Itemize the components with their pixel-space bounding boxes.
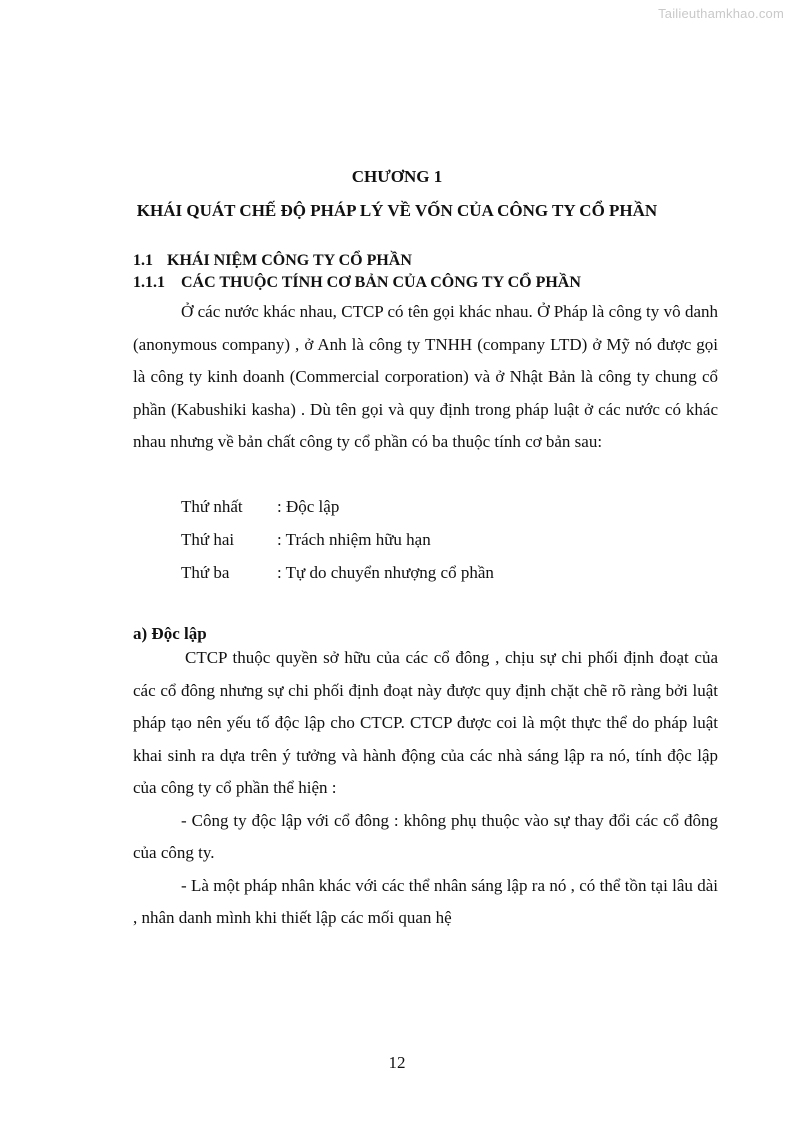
section-number: 1.1 (133, 252, 153, 269)
trait-value: : Trách nhiệm hữu hạn (277, 530, 431, 549)
trait-item (181, 556, 494, 589)
trait-item (181, 490, 494, 523)
section-heading-1-1-1 (133, 274, 581, 292)
subsection-body (133, 642, 718, 935)
watermark: Tailieuthamkhao.com (658, 6, 784, 21)
bullet-item: - Là một pháp nhân khác với các thể nhân sáng lập ra nó , có thể tồn tại lâu dài , nhân danh mình khi thiết lập các mối quan hệ (133, 875, 718, 927)
traits-list (181, 490, 494, 589)
section-heading-1-1 (133, 252, 412, 270)
intro-paragraph: Ở các nước khác nhau, CTCP có tên gọi khác nhau. Ở Pháp là công ty vô danh (anonymous company) , ở Anh là công ty TNHH (company LTD) ở Mỹ nó được gọi là công ty kinh doanh (Commercial corporation) và ở Nhật Bản là công ty chung cổ phần (Kabushiki kasha) . Dù tên gọi và quy định trong pháp luật ở các nước có khác nhau nhưng về bản chất công ty cổ phần có ba thuộc tính cơ bản sau: (133, 302, 718, 451)
page-number: 12 (388, 1053, 406, 1072)
trait-value: : Độc lập (277, 497, 340, 516)
section-title: CÁC THUỘC TÍNH CƠ BẢN CỦA CÔNG TY CỔ PHẦN (181, 274, 581, 291)
trait-label: Thứ hai (181, 530, 235, 549)
trait-item (181, 523, 494, 556)
bullet-item: - Công ty độc lập với cổ đông : không phụ thuộc vào sự thay đổi các cổ đông của công ty. (133, 810, 718, 862)
trait-label: Thứ ba (181, 563, 230, 582)
subsection-heading: a) Độc lập (133, 624, 207, 643)
chapter-number: CHƯƠNG 1 (351, 167, 443, 186)
subsection-paragraph: CTCP thuộc quyền sở hữu của các cổ đông , chịu sự chi phối định đoạt của các cổ đông nhưng sự chi phối định đoạt này được quy định chặt chẽ rõ ràng bởi luật pháp tạo nên yếu tố độc lập cho CTCP. CTCP được coi là một thực thể do pháp luật khai sinh ra dựa trên ý tưởng và hành động của các nhà sáng lập ra nó, tính độc lập của công ty cổ phần thể hiện : (133, 648, 718, 797)
trait-label: Thứ nhất (181, 497, 243, 516)
section-number: 1.1.1 (133, 274, 165, 291)
trait-value: : Tự do chuyển nhượng cổ phần (277, 563, 494, 582)
chapter-title: KHÁI QUÁT CHẾ ĐỘ PHÁP LÝ VỀ VỐN CỦA CÔNG TY CỔ PHẦN (136, 201, 658, 220)
section-title: KHÁI NIỆM CÔNG TY CỔ PHẦN (167, 252, 412, 269)
